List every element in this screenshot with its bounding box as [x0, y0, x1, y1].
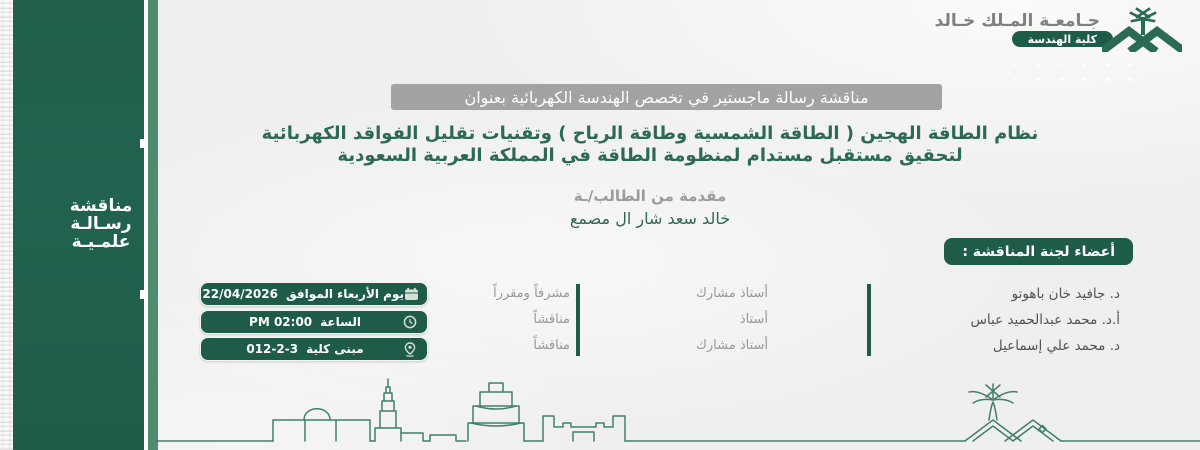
committee-member-name: أ.د. محمد عبدالحميد عباس [970, 312, 1120, 328]
committee-member-role: مشرفاً ومقرراً [493, 286, 570, 301]
event-details [200, 282, 428, 361]
college-badge: كلية الهندسة [1012, 31, 1113, 47]
student-name: خالد سعد شار ال مصمع [569, 209, 731, 228]
palm-and-mountains-icon [1102, 6, 1182, 52]
thesis-title-line2: لتحقيق مستقبل مستدام لمنظومة الطاقة في المملكة العربية السعودية [337, 145, 963, 166]
committee-divider-bar [576, 284, 580, 356]
presented-by-label: مقدمة من الطالب/ـة [573, 187, 727, 205]
time-label: الساعة [320, 314, 361, 329]
university-name: جـامعـة المـلك خـالد [934, 11, 1100, 31]
committee-divider-bar [867, 284, 871, 356]
location-label: مبنى كلية [306, 342, 364, 356]
side-band-line3: علمـيـة [71, 232, 131, 252]
committee-roles-column [493, 281, 570, 359]
time-value: PM 02:00 [249, 314, 313, 329]
committee-names-column [970, 281, 1120, 359]
dots-decoration [1004, 57, 1142, 85]
band-notch [140, 290, 144, 299]
calendar-icon [404, 287, 419, 301]
committee-header-badge: أعضاء لجنة المناقشة : [944, 238, 1133, 265]
clock-icon [401, 315, 419, 329]
thesis-title-line1: نظام الطاقة الهجين ( الطاقة الشمسية وطاقة الرياح ) وتقنيات تقليل الفواقد الكهربائية [261, 123, 1039, 144]
kufic-pattern-strip [0, 0, 13, 450]
committee-ranks-column [696, 281, 768, 359]
location-pin-icon [401, 342, 419, 357]
date-value: 22/04/2026 [202, 287, 278, 301]
committee-member-role: مناقشاً [533, 338, 570, 353]
committee-member-rank: أستاذ مشارك [696, 286, 768, 301]
committee-member-role: مناقشاً [533, 312, 570, 327]
location-badge [200, 337, 428, 361]
committee-member-name: د. محمد علي إسماعيل [992, 338, 1120, 354]
campus-skyline-outline [155, 372, 1200, 450]
side-band-line2: رسـالـة [70, 214, 132, 234]
location-value: 012-2-3 [246, 342, 299, 356]
date-badge [200, 282, 428, 306]
time-badge [200, 310, 428, 334]
defense-banner: مناقشة رسالة ماجستير في تخصص الهندسة الكهربائية بعنوان [391, 84, 942, 110]
committee-member-name: د. جافيد خان باهوتو [1011, 286, 1120, 302]
side-band-line1: مناقشة [69, 196, 133, 216]
committee-member-rank: أستاذ [739, 312, 768, 327]
date-label: يوم الأربعاء الموافق [285, 287, 404, 301]
thesis-title [100, 123, 1200, 167]
committee-member-rank: أستاذ مشارك [696, 338, 768, 353]
